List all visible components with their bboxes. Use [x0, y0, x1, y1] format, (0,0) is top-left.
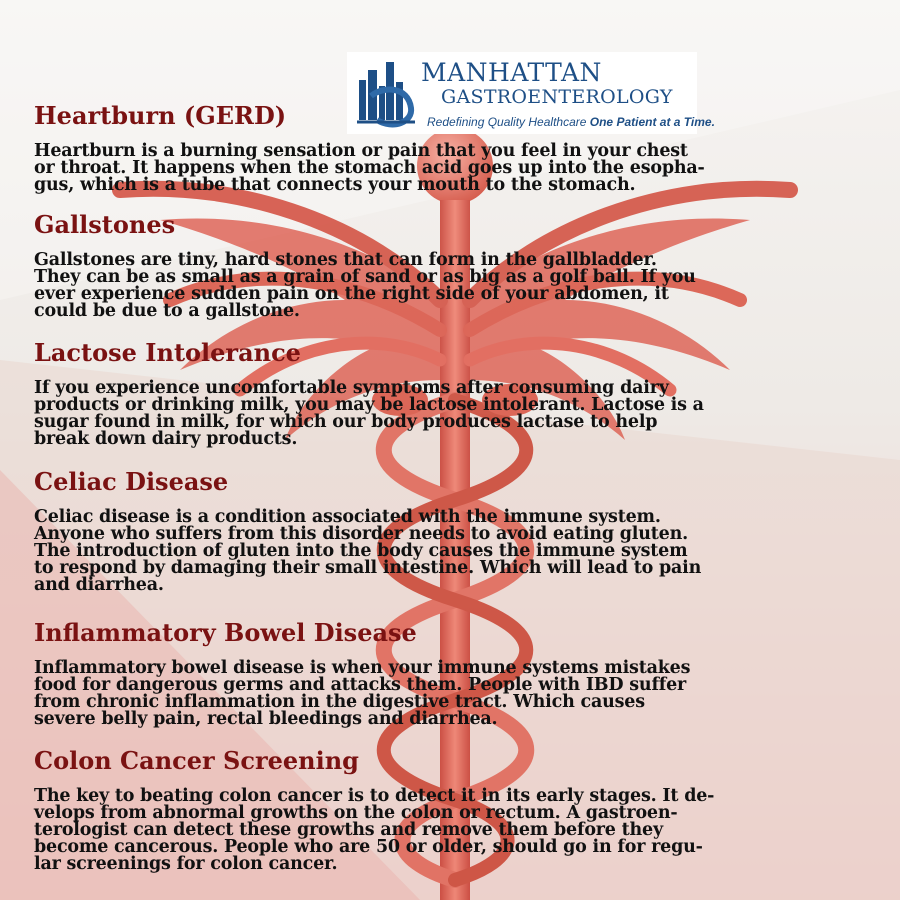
body-line: lar screenings for colon cancer. — [34, 854, 338, 874]
body-line: Inflammatory bowel disease is when your immune systems mistakes — [34, 658, 691, 678]
body-line: Celiac disease is a condition associated with the immune system. — [34, 507, 661, 527]
body-line: The key to beating colon cancer is to detect it in its early stages. It de- — [34, 786, 715, 806]
body-line: Gallstones are tiny, hard stones that can form in the gallbladder. — [34, 250, 657, 270]
body-line: to respond by damaging their small intestine. Which will lead to pain — [34, 558, 702, 578]
section-heading: Heartburn (GERD) — [34, 101, 287, 130]
body-line: Anyone who suffers from this disorder needs to avoid eating gluten. — [34, 524, 688, 544]
body-line: If you experience uncomfortable symptoms after consuming dairy — [34, 378, 669, 398]
body-line: Heartburn is a burning sensation or pain that you feel in your chest — [34, 141, 688, 161]
body-line: ever experience sudden pain on the right side of your abdomen, it — [34, 284, 669, 304]
body-line: food for dangerous germs and attacks them. People with IBD suffer — [34, 675, 687, 695]
section-celiac-disease — [34, 467, 884, 594]
body-line: break down dairy products. — [34, 429, 298, 449]
body-line: They can be as small as a grain of sand or as big as a golf ball. If you — [34, 267, 696, 287]
section-heading: Gallstones — [34, 210, 176, 239]
body-line: from chronic inflammation in the digestive tract. Which causes — [34, 692, 645, 712]
section-lactose-intolerance — [34, 338, 884, 448]
section-heading: Celiac Disease — [34, 467, 229, 496]
body-line: sugar found in milk, for which our body produces lactase to help — [34, 412, 658, 432]
section-gallstones — [34, 210, 884, 320]
section-body — [34, 509, 884, 594]
section-inflammatory-bowel-disease — [34, 618, 884, 728]
logo-subtitle: GASTROENTEROLOGY — [441, 86, 673, 108]
section-body — [34, 380, 884, 448]
section-heading: Lactose Intolerance — [34, 338, 301, 367]
body-line: and diarrhea. — [34, 575, 164, 595]
section-heading: Inflammatory Bowel Disease — [34, 618, 417, 647]
logo-title: MANHATTAN — [421, 58, 602, 87]
body-line: products or drinking milk, you may be lactose intolerant. Lactose is a — [34, 395, 704, 415]
body-line: The introduction of gluten into the body causes the immune system — [34, 541, 688, 561]
body-line: severe belly pain, rectal bleedings and diarrhea. — [34, 709, 498, 729]
section-body — [34, 660, 884, 728]
body-line: become cancerous. People who are 50 or older, should go in for regu- — [34, 837, 703, 857]
body-line: or throat. It happens when the stomach acid goes up into the esopha- — [34, 158, 705, 178]
body-line: gus, which is a tube that connects your mouth to the stomach. — [34, 175, 636, 195]
section-heartburn — [34, 101, 884, 194]
section-heading: Colon Cancer Screening — [34, 746, 359, 775]
logo-tagline-prefix: Redefining Quality Healthcare — [427, 115, 590, 129]
logo-tagline-emphasis: One Patient at a Time. — [589, 115, 715, 129]
body-line: velops from abnormal growths on the colon or rectum. A gastroen- — [34, 803, 678, 823]
body-line: could be due to a gallstone. — [34, 301, 300, 321]
section-body — [34, 252, 884, 320]
section-body — [34, 143, 884, 194]
section-body — [34, 788, 884, 873]
section-colon-cancer-screening — [34, 746, 884, 873]
body-line: terologist can detect these growths and remove them before they — [34, 820, 663, 840]
